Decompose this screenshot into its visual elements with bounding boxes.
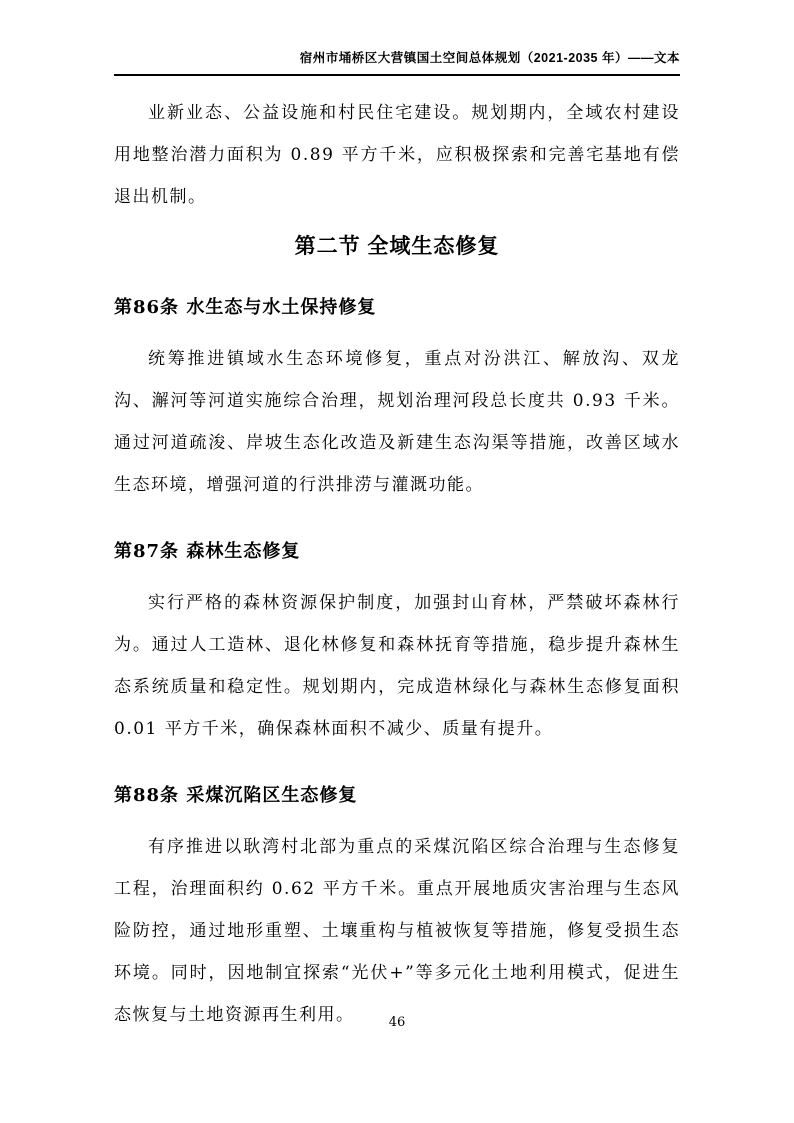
article-87-heading: 第87条 森林生态修复 bbox=[114, 541, 301, 562]
section-title: 第二节 全域生态修复 bbox=[294, 235, 500, 258]
article-87-body: 实行严格的森林资源保护制度，加强封山育林，严禁破坏森林行为。通过人工造林、退化林修复和森林抚育等措施，稳步提升森林生态系统质量和稳定性。规划期内，完成造林绿化与森林生态修复面积 0.01 平方千米，确保森林面积不减少、质量有提升。 bbox=[114, 593, 680, 739]
article-86-body: 统筹推进镇域水生态环境修复，重点对汾洪江、解放沟、双龙沟、澥河等河道实施综合治理，规划治理河段总长度共 0.93 千米。通过河道疏浚、岸坡生态化改造及新建生态沟渠等措施，改善区域水生态环境，增强河道的行洪排涝与灌溉功能。 bbox=[114, 349, 680, 495]
article-88-body: 有序推进以耿湾村北部为重点的采煤沉陷区综合治理与生态修复工程，治理面积约 0.62 平方千米。重点开展地质灾害治理与生态风险防控，通过地形重塑、土壤重构与植被恢复等措施，修复受损生态环境。同时，因地制宜探索“光伏+”等多元化土地利用模式，促进生态恢复与土地资源再生利用。 bbox=[114, 837, 680, 1025]
article-86-heading: 第86条 水生态与水土保持修复 bbox=[114, 297, 377, 318]
page-number: 46 bbox=[388, 1015, 406, 1030]
article-88 bbox=[114, 782, 680, 1036]
article-87 bbox=[114, 538, 680, 750]
document-title: 宿州市埇桥区大营镇国土空间总体规划（2021-2035 年）——文本 bbox=[299, 51, 680, 65]
intro-paragraph: 业新业态、公益设施和村民住宅建设。规划期内，全域农村建设用地整治潜力面积为 0.89 平方千米，应积极探索和完善宅基地有偿退出机制。 bbox=[114, 103, 680, 207]
article-86 bbox=[114, 294, 680, 506]
page-header bbox=[114, 50, 680, 76]
article-88-heading: 第88条 采煤沉陷区生态修复 bbox=[114, 785, 358, 806]
